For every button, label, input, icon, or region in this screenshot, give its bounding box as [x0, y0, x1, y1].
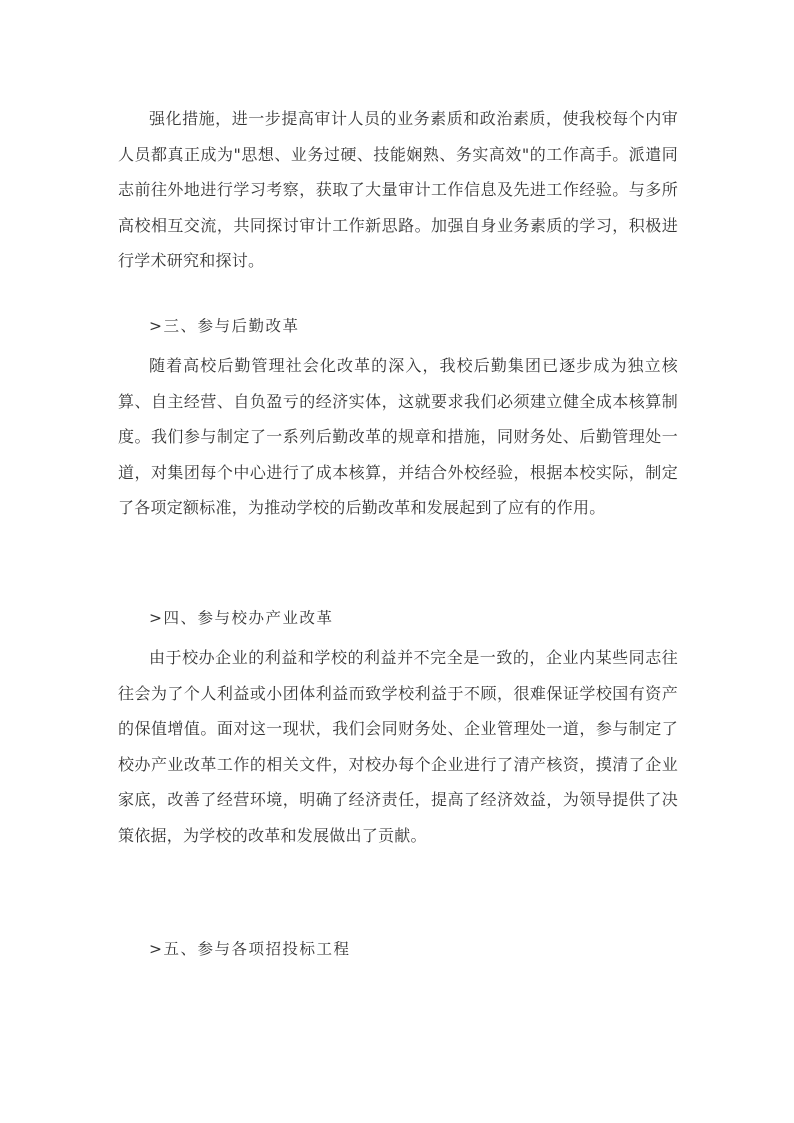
section-heading-logistics-reform: >三、参与后勤改革 — [149, 317, 300, 335]
section-heading-school-industry-reform: >四、参与校办产业改革 — [149, 609, 334, 627]
section-heading-bidding-projects: >五、参与各项招投标工程 — [149, 940, 351, 958]
paragraph-strengthen-measures: 强化措施，进一步提高审计人员的业务素质和政治素质，使我校每个内审人员都真正成为"思想、业务过硬、技能娴熟、务实高效"的工作高手。派遣同志前往外地进行学习考察，获取了大量审计工作信息及先进工作经验。与多所高校相互交流，共同探讨审计工作新思路。加强自身业务素质的学习，积极进行学术研究和探讨。 — [118, 109, 678, 270]
paragraph-logistics-reform: 随着高校后勤管理社会化改革的深入，我校后勤集团已逐步成为独立核算、自主经营、自负盈亏的经济实体，这就要求我们必须建立健全成本核算制度。我们参与制定了一系列后勤改革的规章和措施，同财务处、后勤管理处一道，对集团每个中心进行了成本核算，并结合外校经验，根据本校实际，制定了各项定额标准，为推动学校的后勤改革和发展起到了应有的作用。 — [118, 356, 678, 517]
paragraph-school-industry-reform: 由于校办企业的利益和学校的利益并不完全是一致的，企业内某些同志往往会为了个人利益或小团体利益而致学校利益于不顾，很难保证学校国有资产的保值增值。面对这一现状，我们会同财务处、企业管理处一道，参与制定了校办产业改革工作的相关文件，对校办每个企业进行了清产核资，摸清了企业家底，改善了经营环境，明确了经济责任，提高了经济效益，为领导提供了决策依据，为学校的改革和发展做出了贡献。 — [118, 648, 678, 845]
